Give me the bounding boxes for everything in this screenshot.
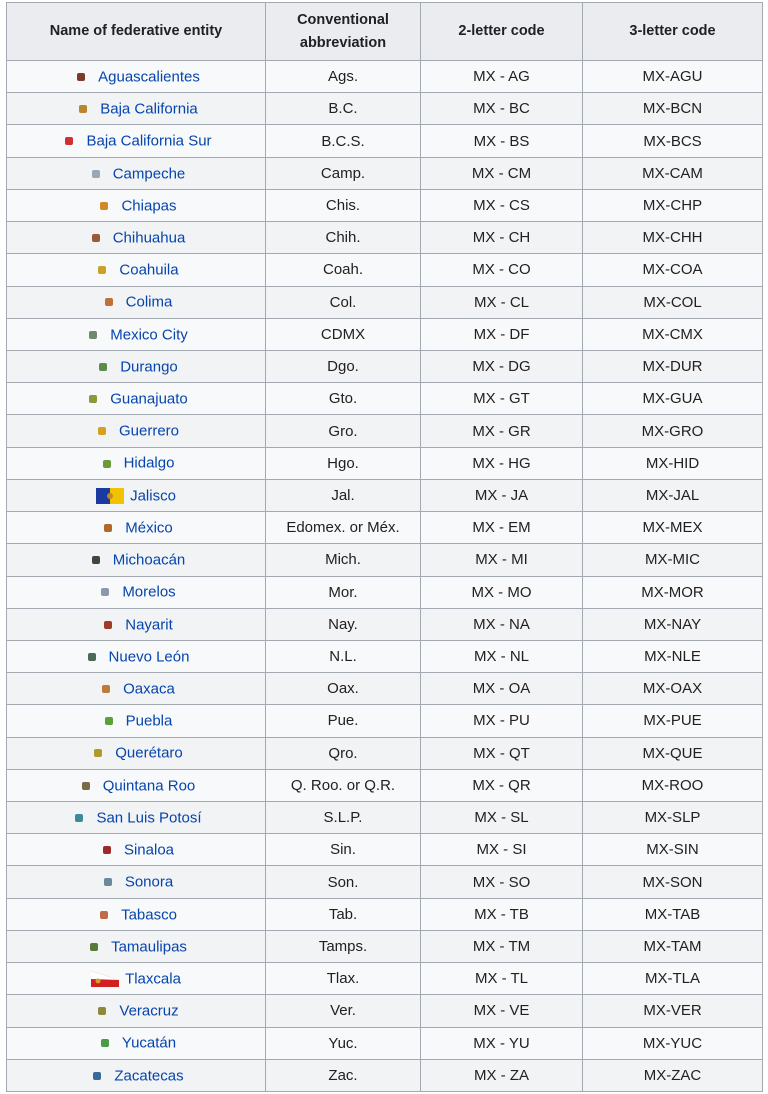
entity-name-cell [7, 350, 266, 382]
table-row [7, 930, 763, 962]
abbreviation-cell: Col. [266, 286, 421, 318]
entity-name-link[interactable]: Sinaloa [123, 841, 175, 859]
code-3-letter-cell: MX-CAM [583, 157, 763, 189]
table-row [7, 222, 763, 254]
abbreviation-cell: Oax. [266, 673, 421, 705]
table-row [7, 737, 763, 769]
entity-name-link[interactable]: Hidalgo [123, 455, 175, 472]
entity-name-cell [7, 61, 266, 93]
coat-of-arms-icon[interactable] [84, 392, 102, 406]
seal-shape [105, 298, 113, 306]
entity-name-cell [7, 512, 266, 544]
code-3-letter-cell: MX-CHH [583, 222, 763, 254]
seal-shape [103, 846, 111, 854]
table-row [7, 673, 763, 705]
code-3-letter-cell: MX-BCN [583, 93, 763, 125]
entity-name-link[interactable]: México [125, 519, 173, 537]
abbreviation-cell: Coah. [266, 254, 421, 286]
coat-of-arms-icon[interactable] [99, 618, 117, 632]
abbreviation-cell: Pue. [266, 705, 421, 737]
coat-of-arms-icon[interactable] [93, 263, 111, 277]
entity-name-link[interactable]: Chiapas [121, 197, 177, 215]
entity-name-cell [7, 479, 266, 511]
table-row [7, 576, 763, 608]
seal-shape [89, 331, 97, 339]
abbreviation-cell: N.L. [266, 640, 421, 672]
table-row [7, 383, 763, 415]
code-2-letter-cell: MX - TB [421, 898, 583, 930]
code-3-letter-cell: MX-YUC [583, 1027, 763, 1059]
table-row [7, 608, 763, 640]
code-3-letter-cell: MX-COL [583, 286, 763, 318]
seal-shape [77, 73, 85, 81]
code-3-letter-cell: MX-ROO [583, 769, 763, 801]
code-3-letter-cell: MX-TAM [583, 930, 763, 962]
code-2-letter-cell: MX - HG [421, 447, 583, 479]
code-2-letter-cell: MX - QT [421, 737, 583, 769]
code-2-letter-cell: MX - DG [421, 350, 583, 382]
entity-name-cell [7, 1059, 266, 1091]
code-2-letter-cell: MX - CL [421, 286, 583, 318]
coat-of-arms-icon[interactable] [87, 231, 105, 245]
code-3-letter-cell: MX-AGU [583, 61, 763, 93]
entity-name-link[interactable]: Tamaulipas [111, 938, 187, 956]
entity-name-link[interactable]: Morelos [122, 583, 176, 601]
abbreviation-cell: Tab. [266, 898, 421, 930]
entity-name-link[interactable]: Nayarit [125, 616, 173, 634]
seal-shape [94, 749, 102, 757]
header-2-letter-code[interactable]: 2-letter code [421, 3, 583, 61]
entity-name-cell [7, 415, 266, 447]
seal-shape [102, 685, 110, 693]
table-row [7, 254, 763, 286]
code-2-letter-cell: MX - TM [421, 930, 583, 962]
seal-shape [92, 556, 100, 564]
code-2-letter-cell: MX - SO [421, 866, 583, 898]
code-3-letter-cell: MX-JAL [583, 479, 763, 511]
coat-of-arms-icon[interactable] [88, 1069, 106, 1083]
abbreviation-cell: Dgo. [266, 350, 421, 382]
entity-name-link[interactable]: Durango [120, 358, 178, 376]
entity-name-cell [7, 286, 266, 318]
code-2-letter-cell: MX - BC [421, 93, 583, 125]
seal-shape [79, 105, 87, 113]
entity-name-cell [7, 318, 266, 350]
table-row [7, 705, 763, 737]
code-3-letter-cell: MX-MIC [583, 544, 763, 576]
code-3-letter-cell: MX-GUA [583, 383, 763, 415]
header-abbreviation[interactable]: Conventional abbreviation [266, 3, 421, 61]
abbreviation-cell: Hgo. [266, 447, 421, 479]
coat-of-arms-icon[interactable] [97, 682, 115, 696]
abbreviation-cell: Zac. [266, 1059, 421, 1091]
code-3-letter-cell: MX-SLP [583, 802, 763, 834]
code-2-letter-cell: MX - MI [421, 544, 583, 576]
coat-of-arms-icon[interactable] [100, 295, 118, 309]
entity-name-cell [7, 737, 266, 769]
entity-name-cell [7, 383, 266, 415]
abbreviation-cell: Ver. [266, 995, 421, 1027]
abbreviation-cell: Camp. [266, 157, 421, 189]
abbreviation-cell: B.C. [266, 93, 421, 125]
seal-shape [82, 782, 90, 790]
jalisco-flag-icon[interactable] [96, 488, 124, 504]
coat-of-arms-icon[interactable] [95, 199, 113, 213]
entity-name-link[interactable]: Campeche [112, 165, 186, 183]
entity-name-cell [7, 640, 266, 672]
entity-name-link[interactable]: Baja California [100, 100, 198, 118]
table-header [7, 3, 763, 61]
entity-name-cell [7, 898, 266, 930]
table-row [7, 350, 763, 382]
coat-of-arms-icon[interactable] [74, 102, 92, 116]
entity-name-cell [7, 673, 266, 705]
code-2-letter-cell: MX - TL [421, 963, 583, 995]
seal-shape [98, 266, 106, 274]
coat-of-arms-icon[interactable] [89, 746, 107, 760]
code-3-letter-cell: MX-HID [583, 447, 763, 479]
entity-name-cell [7, 963, 266, 995]
code-2-letter-cell: MX - NA [421, 608, 583, 640]
abbreviation-cell: S.L.P. [266, 802, 421, 834]
entity-name-cell [7, 1027, 266, 1059]
coat-of-arms-icon[interactable] [100, 714, 118, 728]
entity-name-cell [7, 544, 266, 576]
tlaxcala-flag-icon[interactable] [91, 971, 119, 987]
abbreviation-cell: Chih. [266, 222, 421, 254]
entity-name-cell [7, 157, 266, 189]
entity-name-cell [7, 834, 266, 866]
entity-name-cell [7, 222, 266, 254]
entity-name-link[interactable]: Zacatecas [114, 1067, 184, 1085]
coat-of-arms-icon[interactable] [60, 134, 78, 148]
coat-of-arms-icon[interactable] [84, 328, 102, 342]
entity-name-cell [7, 866, 266, 898]
seal-shape [88, 653, 96, 661]
entity-name-link[interactable]: Coahuila [119, 261, 179, 279]
seal-shape [101, 588, 109, 596]
header-3-letter-code[interactable]: 3-letter code [583, 3, 763, 61]
code-3-letter-cell: MX-DUR [583, 350, 763, 382]
table-row [7, 963, 763, 995]
entity-name-cell [7, 93, 266, 125]
abbreviation-cell: Q. Roo. or Q.R. [266, 769, 421, 801]
code-2-letter-cell: MX - JA [421, 479, 583, 511]
entity-name-link[interactable]: Tlaxcala [125, 970, 181, 988]
abbreviation-cell: Jal. [266, 479, 421, 511]
code-2-letter-cell: MX - GT [421, 383, 583, 415]
code-3-letter-cell: MX-COA [583, 254, 763, 286]
coat-of-arms-icon[interactable] [98, 457, 116, 471]
abbreviation-cell: Tlax. [266, 963, 421, 995]
code-3-letter-cell: MX-PUE [583, 705, 763, 737]
entity-name-link[interactable]: Veracruz [119, 1002, 179, 1020]
entity-name-link[interactable]: Quintana Roo [102, 777, 196, 795]
table-row [7, 447, 763, 479]
coat-of-arms-icon[interactable] [96, 585, 114, 599]
table-row [7, 544, 763, 576]
entity-name-cell [7, 254, 266, 286]
seal-shape [100, 911, 108, 919]
code-2-letter-cell: MX - EM [421, 512, 583, 544]
seal-shape [92, 170, 100, 178]
entity-name-link[interactable]: Mexico City [110, 326, 188, 344]
entity-name-link[interactable]: Nuevo León [108, 648, 190, 666]
code-2-letter-cell: MX - CH [421, 222, 583, 254]
code-3-letter-cell: MX-TAB [583, 898, 763, 930]
entity-name-link[interactable]: Baja California Sur [86, 132, 212, 150]
seal-shape [89, 395, 97, 403]
table-row [7, 415, 763, 447]
code-3-letter-cell: MX-ZAC [583, 1059, 763, 1091]
entity-name-link[interactable]: Tabasco [121, 906, 177, 924]
entity-name-cell [7, 125, 266, 157]
entity-name-cell [7, 447, 266, 479]
code-2-letter-cell: MX - PU [421, 705, 583, 737]
table-row [7, 769, 763, 801]
coat-of-arms-icon[interactable] [83, 650, 101, 664]
code-3-letter-cell: MX-MOR [583, 576, 763, 608]
table-row [7, 93, 763, 125]
seal-shape [90, 943, 98, 951]
abbreviation-cell: Tamps. [266, 930, 421, 962]
coat-of-arms-icon[interactable] [87, 553, 105, 567]
seal-shape [104, 524, 112, 532]
entity-name-cell [7, 995, 266, 1027]
entity-name-link[interactable]: Querétaro [115, 744, 183, 762]
code-3-letter-cell: MX-CMX [583, 318, 763, 350]
code-3-letter-cell: MX-MEX [583, 512, 763, 544]
table-row [7, 1027, 763, 1059]
abbreviation-cell: Yuc. [266, 1027, 421, 1059]
entity-name-cell [7, 769, 266, 801]
header-entity-name[interactable]: Name of federative entity [7, 3, 266, 61]
code-2-letter-cell: MX - ZA [421, 1059, 583, 1091]
coat-of-arms-icon[interactable] [93, 424, 111, 438]
coat-of-arms-icon[interactable] [99, 875, 117, 889]
entity-name-link[interactable]: Oaxaca [123, 680, 175, 698]
table-row [7, 866, 763, 898]
entity-name-cell [7, 930, 266, 962]
table-row [7, 802, 763, 834]
code-3-letter-cell: MX-NLE [583, 640, 763, 672]
coat-of-arms-icon[interactable] [95, 908, 113, 922]
table-row [7, 995, 763, 1027]
code-2-letter-cell: MX - OA [421, 673, 583, 705]
seal-shape [103, 460, 111, 468]
code-3-letter-cell: MX-VER [583, 995, 763, 1027]
table-row [7, 898, 763, 930]
code-3-letter-cell: MX-NAY [583, 608, 763, 640]
table-row [7, 479, 763, 511]
code-2-letter-cell: MX - SI [421, 834, 583, 866]
table-row [7, 640, 763, 672]
seal-shape [98, 427, 106, 435]
table-row [7, 157, 763, 189]
code-3-letter-cell: MX-BCS [583, 125, 763, 157]
code-3-letter-cell: MX-GRO [583, 415, 763, 447]
seal-shape [105, 717, 113, 725]
coat-of-arms-icon[interactable] [87, 167, 105, 181]
coat-of-arms-icon[interactable] [96, 1036, 114, 1050]
table-body [7, 61, 763, 1092]
code-2-letter-cell: MX - YU [421, 1027, 583, 1059]
coat-of-arms-icon[interactable] [85, 940, 103, 954]
entity-name-cell [7, 576, 266, 608]
code-3-letter-cell: MX-QUE [583, 737, 763, 769]
code-2-letter-cell: MX - AG [421, 61, 583, 93]
seal-shape [104, 878, 112, 886]
entity-name-cell [7, 189, 266, 221]
code-2-letter-cell: MX - QR [421, 769, 583, 801]
coat-of-arms-icon[interactable] [99, 521, 117, 535]
code-2-letter-cell: MX - DF [421, 318, 583, 350]
seal-shape [104, 621, 112, 629]
entity-name-cell [7, 705, 266, 737]
abbreviation-cell: CDMX [266, 318, 421, 350]
entity-name-cell [7, 608, 266, 640]
abbreviation-cell: Mor. [266, 576, 421, 608]
table-row [7, 834, 763, 866]
abbreviation-cell: Son. [266, 866, 421, 898]
coat-of-arms-icon[interactable] [70, 811, 88, 825]
coat-of-arms-icon[interactable] [77, 779, 95, 793]
abbreviation-cell: Gto. [266, 383, 421, 415]
code-2-letter-cell: MX - SL [421, 802, 583, 834]
abbreviation-cell: Qro. [266, 737, 421, 769]
abbreviation-cell: Sin. [266, 834, 421, 866]
seal-shape [101, 1039, 109, 1047]
code-3-letter-cell: MX-SON [583, 866, 763, 898]
seal-shape [98, 1007, 106, 1015]
entity-name-link[interactable]: Michoacán [112, 551, 186, 569]
abbreviation-cell: Gro. [266, 415, 421, 447]
abbreviation-cell: Nay. [266, 608, 421, 640]
seal-shape [65, 137, 73, 145]
table-row [7, 318, 763, 350]
entity-name-link[interactable]: Sonora [124, 873, 174, 891]
code-3-letter-cell: MX-SIN [583, 834, 763, 866]
seal-shape [100, 202, 108, 210]
code-3-letter-cell: MX-CHP [583, 189, 763, 221]
code-2-letter-cell: MX - BS [421, 125, 583, 157]
coat-of-arms-icon[interactable] [98, 843, 116, 857]
code-2-letter-cell: MX - VE [421, 995, 583, 1027]
entity-name-link[interactable]: Aguascalientes [98, 68, 200, 86]
code-2-letter-cell: MX - GR [421, 415, 583, 447]
abbreviation-cell: Chis. [266, 189, 421, 221]
table-row [7, 61, 763, 93]
seal-shape [93, 1072, 101, 1080]
entity-name-link[interactable]: Guanajuato [110, 390, 188, 408]
code-2-letter-cell: MX - NL [421, 640, 583, 672]
table-row [7, 1059, 763, 1091]
entity-name-link[interactable]: San Luis Potosí [96, 809, 202, 827]
table-row [7, 189, 763, 221]
code-2-letter-cell: MX - CO [421, 254, 583, 286]
entity-name-cell [7, 802, 266, 834]
code-2-letter-cell: MX - MO [421, 576, 583, 608]
table-row [7, 512, 763, 544]
coat-of-arms-icon[interactable] [93, 1004, 111, 1018]
entity-name-link[interactable]: Chihuahua [112, 229, 186, 247]
entity-name-link[interactable]: Colima [125, 293, 173, 311]
header-row [7, 3, 763, 61]
code-2-letter-cell: MX - CM [421, 157, 583, 189]
coat-of-arms-icon[interactable] [72, 70, 90, 84]
entity-name-link[interactable]: Puebla [125, 712, 173, 730]
entity-name-link[interactable]: Yucatán [121, 1034, 177, 1052]
abbreviation-cell: Edomex. or Méx. [266, 512, 421, 544]
federative-entities-table [6, 2, 763, 1092]
seal-shape [75, 814, 83, 822]
seal-shape [99, 363, 107, 371]
code-2-letter-cell: MX - CS [421, 189, 583, 221]
abbreviation-cell: Mich. [266, 544, 421, 576]
coat-of-arms-icon[interactable] [94, 360, 112, 374]
abbreviation-cell: B.C.S. [266, 125, 421, 157]
table-row [7, 125, 763, 157]
table-row [7, 286, 763, 318]
abbreviation-cell: Ags. [266, 61, 421, 93]
code-3-letter-cell: MX-OAX [583, 673, 763, 705]
entity-name-link[interactable]: Jalisco [130, 487, 176, 505]
code-3-letter-cell: MX-TLA [583, 963, 763, 995]
seal-shape [92, 234, 100, 242]
entity-name-link[interactable]: Guerrero [118, 422, 180, 440]
